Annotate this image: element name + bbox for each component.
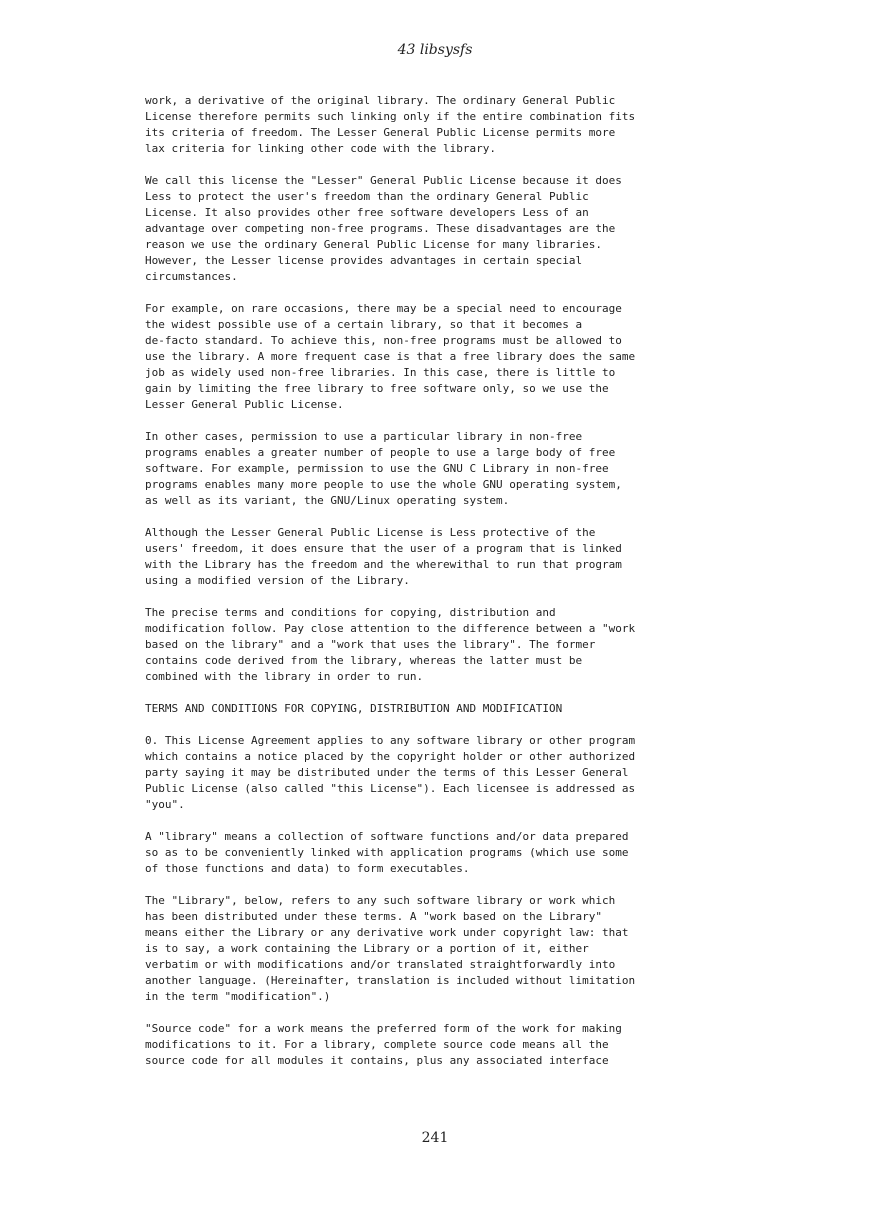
- text-line: "Source code" for a work means the preferred form of the work for making: [145, 1022, 622, 1035]
- text-line: de-facto standard. To achieve this, non-free programs must be allowed to: [145, 334, 622, 347]
- paragraph: [145, 301, 775, 413]
- text-line: has been distributed under these terms. A "work based on the Library": [145, 910, 602, 923]
- paragraph: [145, 605, 775, 685]
- text-line: Less to protect the user's freedom than the ordinary General Public: [145, 190, 589, 203]
- text-line: in the term "modification".): [145, 990, 331, 1003]
- text-line: with the Library has the freedom and the wherewithal to run that program: [145, 558, 622, 571]
- text-line: as well as its variant, the GNU/Linux operating system.: [145, 494, 510, 507]
- text-line: For example, on rare occasions, there may be a special need to encourage: [145, 302, 622, 315]
- text-line: programs enables a greater number of people to use a large body of free: [145, 446, 616, 459]
- text-line: A "library" means a collection of software functions and/or data prepared: [145, 830, 629, 843]
- text-line: modification follow. Pay close attention to the difference between a "work: [145, 622, 636, 635]
- text-line: work, a derivative of the original library. The ordinary General Public: [145, 94, 616, 107]
- text-line: programs enables many more people to use the whole GNU operating system,: [145, 478, 622, 491]
- text-line: based on the library" and a "work that uses the library". The former: [145, 638, 596, 651]
- paragraph: [145, 701, 775, 717]
- text-line: users' freedom, it does ensure that the user of a program that is linked: [145, 542, 622, 555]
- text-line: License therefore permits such linking only if the entire combination fits: [145, 110, 636, 123]
- paragraph: [145, 429, 775, 509]
- text-line: is to say, a work containing the Library or a portion of it, either: [145, 942, 589, 955]
- text-line: party saying it may be distributed under the terms of this Lesser General: [145, 766, 629, 779]
- text-line: of those functions and data) to form executables.: [145, 862, 470, 875]
- text-line: gain by limiting the free library to free software only, so we use the: [145, 382, 609, 395]
- paragraph: [145, 525, 775, 589]
- text-line: use the library. A more frequent case is that a free library does the same: [145, 350, 636, 363]
- text-line: Public License (also called "this License"). Each licensee is addressed as: [145, 782, 636, 795]
- text-line: Lesser General Public License.: [145, 398, 344, 411]
- text-line: job as widely used non-free libraries. In this case, there is little to: [145, 366, 616, 379]
- text-line: We call this license the "Lesser" General Public License because it does: [145, 174, 622, 187]
- text-line: TERMS AND CONDITIONS FOR COPYING, DISTRIBUTION AND MODIFICATION: [145, 702, 563, 715]
- text-line: the widest possible use of a certain library, so that it becomes a: [145, 318, 583, 331]
- text-line: The "Library", below, refers to any such software library or work which: [145, 894, 616, 907]
- paragraph: [145, 829, 775, 877]
- text-line: using a modified version of the Library.: [145, 574, 410, 587]
- paragraph: [145, 1021, 775, 1069]
- text-line: The precise terms and conditions for copying, distribution and: [145, 606, 556, 619]
- text-line: which contains a notice placed by the copyright holder or other authorized: [145, 750, 636, 763]
- document-body: [145, 93, 775, 1085]
- page-number: 241: [421, 1130, 449, 1146]
- paragraph: [145, 93, 775, 157]
- text-line: combined with the library in order to run.: [145, 670, 424, 683]
- text-line: However, the Lesser license provides advantages in certain special: [145, 254, 583, 267]
- text-line: software. For example, permission to use the GNU C Library in non-free: [145, 462, 609, 475]
- text-line: advantage over competing non-free programs. These disadvantages are the: [145, 222, 616, 235]
- paragraph: [145, 733, 775, 813]
- text-line: modifications to it. For a library, complete source code means all the: [145, 1038, 609, 1051]
- text-line: so as to be conveniently linked with application programs (which use some: [145, 846, 629, 859]
- text-line: "you".: [145, 798, 185, 811]
- text-line: In other cases, permission to use a particular library in non-free: [145, 430, 583, 443]
- paragraph: [145, 893, 775, 1005]
- text-line: its criteria of freedom. The Lesser General Public License permits more: [145, 126, 616, 139]
- text-line: contains code derived from the library, whereas the latter must be: [145, 654, 583, 667]
- text-line: source code for all modules it contains, plus any associated interface: [145, 1054, 609, 1067]
- text-line: means either the Library or any derivative work under copyright law: that: [145, 926, 629, 939]
- text-line: Although the Lesser General Public License is Less protective of the: [145, 526, 596, 539]
- paragraph: [145, 173, 775, 285]
- text-line: License. It also provides other free software developers Less of an: [145, 206, 589, 219]
- text-line: circumstances.: [145, 270, 238, 283]
- text-line: verbatim or with modifications and/or translated straightforwardly into: [145, 958, 616, 971]
- text-line: another language. (Hereinafter, translation is included without limitation: [145, 974, 636, 987]
- text-line: lax criteria for linking other code with the library.: [145, 142, 496, 155]
- page-header: 43 libsysfs: [397, 42, 473, 58]
- text-line: reason we use the ordinary General Public License for many libraries.: [145, 238, 602, 251]
- text-line: 0. This License Agreement applies to any software library or other program: [145, 734, 636, 747]
